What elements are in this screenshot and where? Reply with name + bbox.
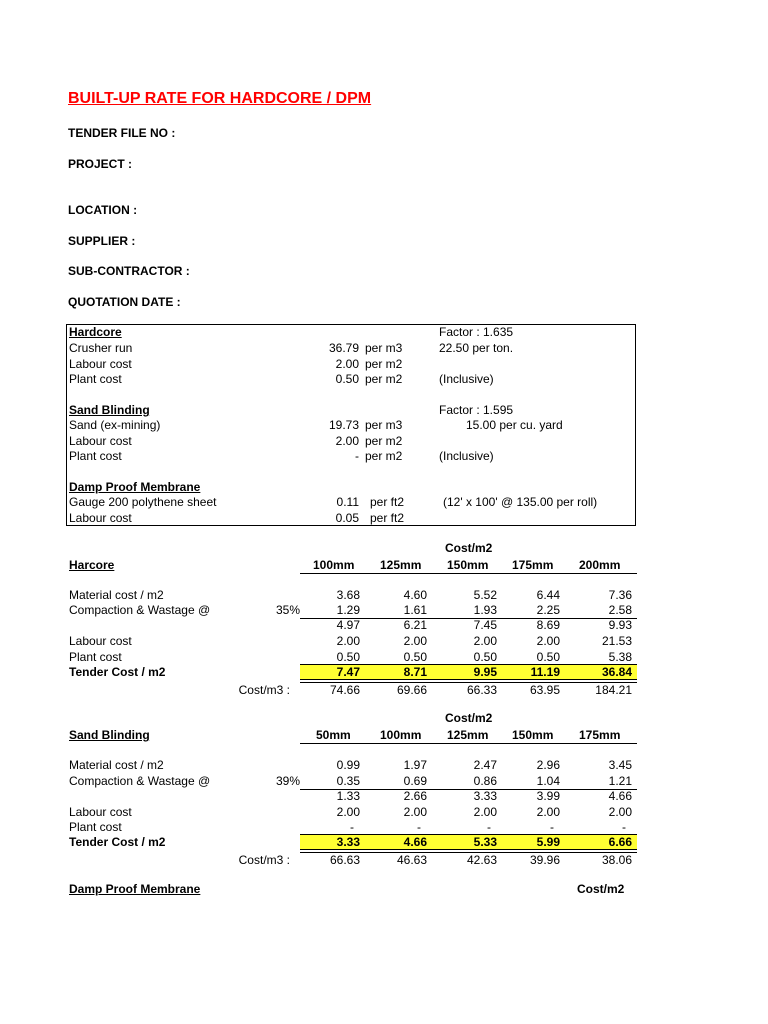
cell: 0.50	[473, 650, 497, 664]
column-header: 125mm	[447, 728, 489, 742]
rate-value: 36.79	[328, 341, 359, 355]
quotation-date-label: QUOTATION DATE :	[68, 295, 181, 309]
cell: 39.96	[529, 853, 560, 867]
cell: 63.95	[529, 683, 560, 697]
column-header: 150mm	[512, 728, 554, 742]
column-header: 125mm	[380, 558, 422, 572]
cell: 1.61	[403, 603, 427, 617]
rate-label: Sand (ex-mining)	[69, 418, 161, 432]
cell: 0.50	[403, 650, 427, 664]
cell: 184.21	[595, 683, 632, 697]
tender-cell: 4.66	[403, 835, 427, 849]
cell: 74.66	[329, 683, 360, 697]
header-underline	[300, 743, 637, 744]
cell: 0.99	[336, 758, 360, 772]
row-label: Plant cost	[69, 650, 122, 664]
cell: 2.00	[336, 634, 360, 648]
cell: 2.00	[403, 805, 427, 819]
rate-label: Labour cost	[69, 357, 132, 371]
cost-per-m2-header: Cost/m2	[445, 711, 493, 725]
rate-label: Labour cost	[69, 511, 132, 525]
rate-label: Plant cost	[69, 372, 122, 386]
cell: 2.47	[473, 758, 497, 772]
sand-heading: Sand Blinding	[69, 403, 150, 417]
hardcore-factor: Factor : 1.635	[439, 325, 514, 339]
rate-value: 0.50	[335, 372, 359, 386]
cell: 2.66	[403, 789, 427, 803]
cell: 7.36	[608, 588, 632, 602]
cell: 2.00	[473, 805, 497, 819]
cell: -	[350, 820, 354, 834]
row-label: Material cost / m2	[69, 588, 164, 602]
cell: 42.63	[466, 853, 497, 867]
column-header: 100mm	[313, 558, 355, 572]
sand-blinding-heading: Sand Blinding	[69, 728, 150, 742]
column-header: 200mm	[579, 558, 621, 572]
tender-cell: 6.66	[608, 835, 632, 849]
cell: 2.00	[608, 805, 632, 819]
sub-contractor-label: SUB-CONTRACTOR :	[68, 264, 190, 278]
column-header: 175mm	[512, 558, 554, 572]
tender-cell: 8.71	[403, 665, 427, 679]
cell: 6.21	[403, 618, 427, 632]
rate-label: Labour cost	[69, 434, 132, 448]
project-label: PROJECT :	[68, 157, 133, 171]
cell: 1.21	[608, 774, 632, 788]
tender-cell: 9.95	[473, 665, 497, 679]
cell: 38.06	[601, 853, 632, 867]
rate-unit: per m2	[365, 372, 403, 386]
cell: 66.63	[329, 853, 360, 867]
cost-per-m2-header: Cost/m2	[445, 541, 493, 555]
column-header: 150mm	[447, 558, 489, 572]
row-label: Material cost / m2	[69, 758, 164, 772]
cell: 3.45	[608, 758, 632, 772]
hardcore-heading: Hardcore	[69, 325, 122, 339]
cell: 2.25	[536, 603, 560, 617]
tender-cell: 7.47	[336, 665, 360, 679]
cell: 0.35	[336, 774, 360, 788]
cell: 4.97	[336, 618, 360, 632]
cell: 2.96	[536, 758, 560, 772]
cell: 6.44	[536, 588, 560, 602]
harcore-heading: Harcore	[69, 558, 115, 572]
cost-per-m2-header: Cost/m2	[577, 882, 625, 896]
rate-note: (12' x 100' @ 135.00 per roll)	[443, 495, 598, 509]
tender-cell: 3.33	[336, 835, 360, 849]
sand-factor: Factor : 1.595	[439, 403, 514, 417]
rate-value: -	[355, 449, 359, 463]
rate-label: Plant cost	[69, 449, 122, 463]
row-label: Compaction & Wastage @	[69, 774, 211, 788]
tender-cell: 5.99	[536, 835, 560, 849]
cell: 1.33	[336, 789, 360, 803]
cell: 1.93	[473, 603, 497, 617]
dpm-section-heading: Damp Proof Membrane	[69, 882, 201, 896]
cell: 2.00	[473, 634, 497, 648]
rate-unit: per ft2	[370, 495, 405, 509]
rate-unit: per m3	[365, 418, 403, 432]
cell: 4.60	[403, 588, 427, 602]
column-header: 175mm	[579, 728, 621, 742]
cell: 0.50	[536, 650, 560, 664]
rate-note: 22.50 per ton.	[439, 341, 514, 355]
cell: 8.69	[536, 618, 560, 632]
cell: 21.53	[601, 634, 632, 648]
row-label: Labour cost	[69, 634, 132, 648]
tender-label: Tender Cost / m2	[69, 665, 166, 679]
cost-m3-label: Cost/m3 :	[238, 853, 290, 867]
cell: 66.33	[466, 683, 497, 697]
cost-m3-label: Cost/m3 :	[238, 683, 290, 697]
rate-unit: per m2	[365, 449, 403, 463]
cell: 3.68	[336, 588, 360, 602]
location-label: LOCATION :	[68, 203, 138, 217]
compaction-percent: 39%	[275, 774, 300, 788]
cell: 1.04	[536, 774, 560, 788]
tender-cell: 36.84	[601, 665, 632, 679]
rate-label: Crusher run	[69, 341, 133, 355]
cell: 0.50	[336, 650, 360, 664]
cell: 9.93	[608, 618, 632, 632]
rate-unit: per m2	[365, 357, 403, 371]
cell: 0.86	[473, 774, 497, 788]
tender-label: Tender Cost / m2	[69, 835, 166, 849]
cell: 2.00	[336, 805, 360, 819]
rate-value: 2.00	[335, 357, 359, 371]
compaction-percent: 35%	[275, 603, 300, 617]
tender-file-no-label: TENDER FILE NO :	[68, 126, 176, 140]
rate-value: 0.11	[336, 495, 359, 509]
rate-note: (Inclusive)	[439, 372, 494, 386]
cell: 5.52	[473, 588, 497, 602]
cell: 2.58	[608, 603, 632, 617]
rate-unit: per m2	[365, 434, 403, 448]
rate-unit: per ft2	[370, 511, 405, 525]
rate-note: 15.00 per cu. yard	[466, 418, 563, 432]
cell: -	[487, 820, 491, 834]
cell: -	[550, 820, 554, 834]
cell: 2.00	[536, 805, 560, 819]
row-label: Labour cost	[69, 805, 132, 819]
cell: 2.00	[403, 634, 427, 648]
rate-value: 0.05	[335, 511, 359, 525]
tender-cell: 11.19	[530, 665, 560, 679]
cell: -	[622, 820, 626, 834]
cell: 3.33	[473, 789, 497, 803]
page-title: BUILT-UP RATE FOR HARDCORE / DPM	[68, 90, 372, 107]
cell: 3.99	[536, 789, 560, 803]
column-header: 50mm	[316, 728, 351, 742]
cell: 7.45	[473, 618, 497, 632]
rate-note: (Inclusive)	[439, 449, 494, 463]
dpm-heading: Damp Proof Membrane	[69, 480, 201, 494]
cell: 5.38	[608, 650, 632, 664]
cell: 1.97	[403, 758, 427, 772]
column-header: 100mm	[380, 728, 422, 742]
tender-cell: 5.33	[473, 835, 497, 849]
cell: -	[417, 820, 421, 834]
cell: 1.29	[336, 603, 360, 617]
rate-value: 19.73	[328, 418, 359, 432]
cell: 4.66	[608, 789, 632, 803]
rate-value: 2.00	[335, 434, 359, 448]
row-label: Compaction & Wastage @	[69, 603, 211, 617]
cell: 0.69	[403, 774, 427, 788]
rate-unit: per m3	[365, 341, 403, 355]
cell: 2.00	[536, 634, 560, 648]
rate-label: Gauge 200 polythene sheet	[69, 495, 217, 509]
row-label: Plant cost	[69, 820, 122, 834]
cell: 46.63	[396, 853, 427, 867]
supplier-label: SUPPLIER :	[68, 234, 136, 248]
cell: 69.66	[396, 683, 427, 697]
header-underline	[300, 573, 637, 574]
